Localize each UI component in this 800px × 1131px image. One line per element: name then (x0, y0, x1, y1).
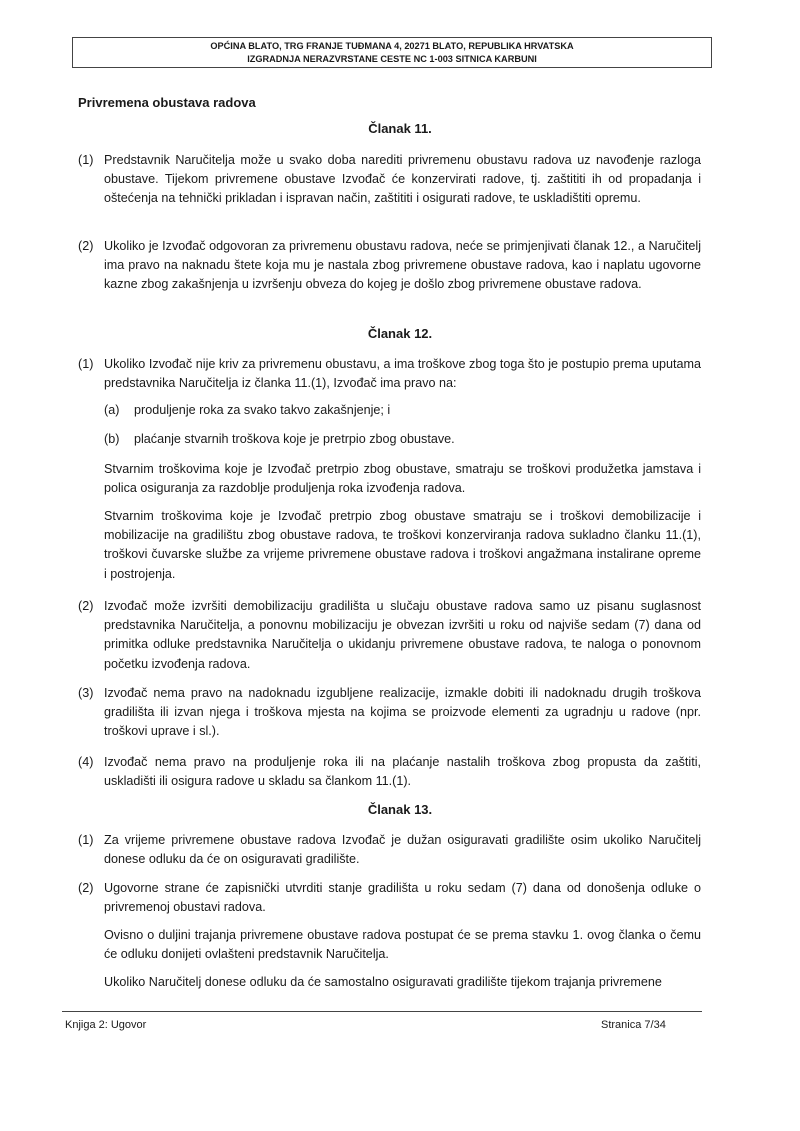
art13-p1-number: (1) (78, 833, 94, 847)
art11-p1-number: (1) (78, 153, 94, 167)
article-12-title: Članak 12. (367, 326, 433, 341)
art12-paragraph-3: Izvođač nema pravo na nadoknadu izgubljene realizacije, izmakle dobiti ili nadoknadu drugih troškova gradilišta ili izvan njega i troškova mjesta na kojima se proizvode elementi za ugradnju u radove (npr. troškovi uprave i sl.). (104, 686, 701, 739)
footer-page-number: Stranica 7/34 (601, 1019, 666, 1031)
art12-sub-paragraph-1: Stvarnim troškovima koje je Izvođač pretrpio zbog obustave, smatraju se troškovi produžetka jamstava i polica osiguranja za razdoblje produljenja roka izvođenja radova. (104, 462, 701, 496)
art12-p2-number: (2) (78, 599, 94, 613)
art12-item-b-label: (b) (104, 432, 120, 446)
art13-paragraph-2: Ugovorne strane će zapisnički utvrditi stanje gradilišta u roku sedam (7) dana od donošenja odluke o privremenoj obustavi radova. (104, 881, 701, 915)
art12-item-a-label: (a) (104, 403, 120, 417)
art13-paragraph-1: Za vrijeme privremene obustave radova Izvođač je dužan osiguravati gradilište osim ukoliko Naručitelj donese odluku da će on osiguravati gradilište. (104, 833, 701, 867)
article-13-title: Članak 13. (367, 802, 433, 817)
art13-p2-number: (2) (78, 881, 94, 895)
section-heading: Privremena obustava radova (78, 95, 256, 110)
art12-item-a: produljenje roka za svako takvo zakašnjenje; i (134, 403, 391, 417)
art12-p4-number: (4) (78, 755, 94, 769)
article-11-title: Članak 11. (368, 121, 432, 136)
header-line-2: IZGRADNJA NERAZVRSTANE CESTE NC 1-003 SITNICA KARBUNI (247, 54, 537, 64)
art12-p1-number: (1) (78, 357, 94, 371)
art13-sub-paragraph-2: Ukoliko Naručitelj donese odluku da će samostalno osiguravati gradilište tijekom trajanja privremene (104, 975, 662, 989)
art12-item-b: plaćanje stvarnih troškova koje je pretrpio zbog obustave. (134, 432, 455, 446)
art12-paragraph-2: Izvođač može izvršiti demobilizaciju gradilišta u slučaju obustave radova samo uz pisanu suglasnost predstavnika Naručitelja, a ponovnu mobilizaciju je obvezan izvršiti u roku od najviše sedam (7) dana od primitka odluke predstavnika Naručitelja o ukidanju privremene obustave radova, te naloga o ponovnom početku izvođenja radova. (104, 599, 701, 671)
art12-sub-paragraph-2: Stvarnim troškovima koje je Izvođač pretrpio zbog obustave smatraju se i troškovi demobilizacije i mobilizacije na gradilištu zbog obustave radova, te troškovi konzerviranja radova sukladno članku 11.(1), troškovi čuvarske službe za vrijeme privremene obustave radova i troškovi angažmana instalirane opreme i postrojenja. (104, 509, 701, 581)
art13-sub-paragraph-1: Ovisno o duljini trajanja privremene obustave radova postupat će se prema stavku 1. ovog članka o čemu će odluku donijeti ovlašteni predstavnik Naručitelja. (104, 928, 701, 962)
art12-paragraph-1: Ukoliko Izvođač nije kriv za privremenu obustavu, a ima troškove zbog toga što je postupio prema uputama predstavnika Naručitelja iz članka 11.(1), Izvođač ima pravo na: (104, 357, 701, 391)
footer-book-label: Knjiga 2: Ugovor (65, 1019, 147, 1031)
art11-paragraph-2: Ukoliko je Izvođač odgovoran za privremenu obustavu radova, neće se primjenjivati članak 12., a Naručitelj ima pravo na naknadu štete koja mu je nastala zbog privremene obustave radova, kao i naplatu ugovorne kazne zbog zakašnjenja u izvršenju obveza do kojeg je došlo zbog privremene obustave radova. (104, 239, 701, 292)
footer-divider (62, 1011, 702, 1012)
document-header (72, 37, 712, 68)
header-line-1: OPĆINA BLATO, TRG FRANJE TUĐMANA 4, 20271 BLATO, REPUBLIKA HRVATSKA (210, 41, 574, 51)
art12-p3-number: (3) (78, 686, 94, 700)
art12-paragraph-4: Izvođač nema pravo na produljenje roka ili na plaćanje nastalih troškova zbog propusta da zaštiti, uskladišti ili osigura radove u skladu sa člankom 11.(1). (104, 755, 701, 789)
art11-paragraph-1: Predstavnik Naručitelja može u svako doba narediti privremenu obustavu radova uz navođenje razloga obustave. Tijekom privremene obustave Izvođač će konzervirati radove, tj. zaštititi ih od propadanja i oštećenja na tehnički prikladan i ispravan način, zaštititi i osigurati radove, te uskladištiti opremu. (104, 153, 701, 206)
art11-p2-number: (2) (78, 239, 94, 253)
